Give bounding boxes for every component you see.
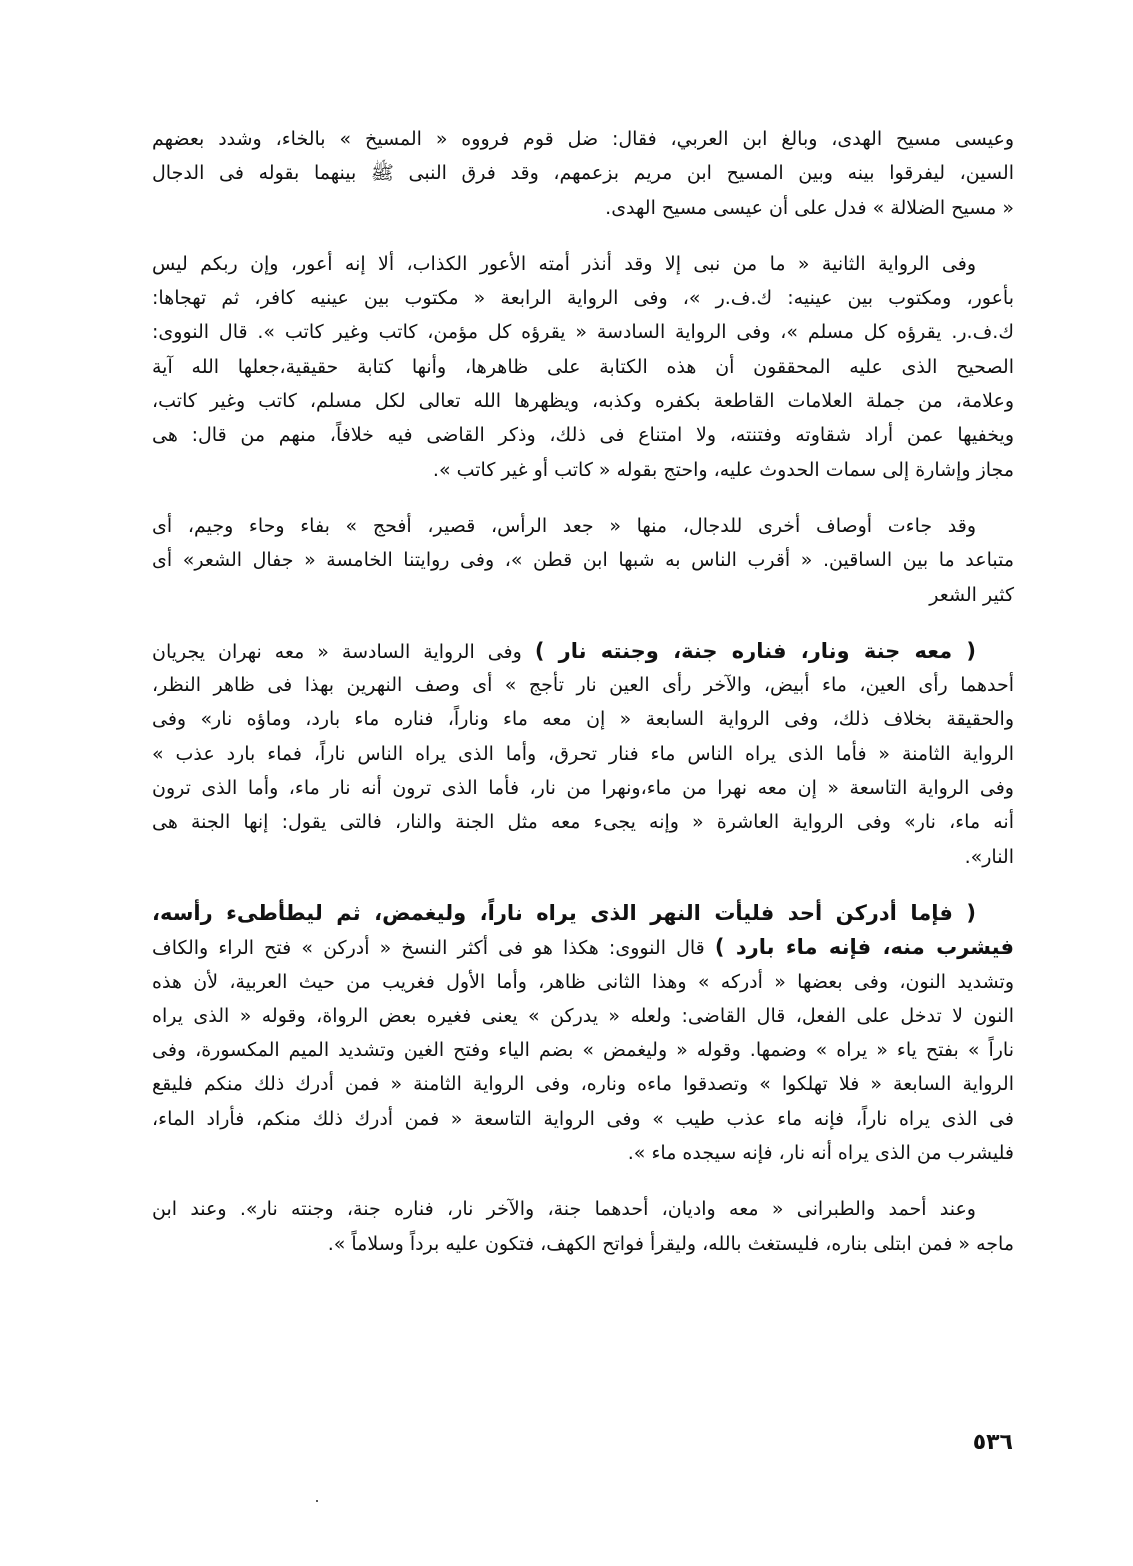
body-text: ماجه « فمن ابتلى بناره، فليستغث بالله، وليقرأ فواتح الكهف، فتكون عليه برداً وسلاماً ». [327,1232,1014,1255]
body-text: وفى الرواية السادسة « معه نهران يجريان [152,640,535,663]
text-line [152,281,1014,315]
body-text: قال النووى: هكذا هو فى أكثر النسخ « أدركن » فتح الراء والكاف [152,937,715,960]
paragraph [152,122,1014,225]
text-line [152,509,1014,543]
document-body [152,122,1014,1261]
body-text: وعيسى مسيح الهدى، وبالغ ابن العربي، فقال: ضل قوم فرووه « المسيخ » بالخاء، وشدد بعضهم [152,128,1014,150]
text-line [152,930,1014,964]
text-line [152,771,1014,805]
body-text: السين، ليفرقوا بينه وبين المسيح ابن مريم بزعمهم، وقد فرق النبى ﷺ بينهما بقوله فى الدجال [152,162,1014,185]
text-line [152,737,1014,771]
text-line [152,543,1014,577]
body-text: والحقيقة بخلاف ذلك، وفى الرواية السابعة « إن معه ماء وناراً، فناره ماء بارد، وماؤه نار» وفى [152,708,1014,731]
text-line [152,634,1014,668]
bold-hadith-text: ( معه جنة ونار، فناره جنة، وجنته نار ) [534,638,976,663]
text-line [152,384,1014,418]
body-text: النار». [964,845,1014,868]
paragraph [152,509,1014,612]
text-line [152,418,1014,452]
text-line [152,315,1014,349]
body-text: كثير الشعر [929,583,1014,606]
scan-speck [316,1500,318,1502]
text-line [152,453,1014,487]
body-text: النون لا تدخل على الفعل، قال القاضى: ولعله « يدركن » يعنى فغيره بعض الرواة، وقوله « الذى يراه [152,1004,1014,1027]
text-line [152,1067,1014,1101]
text-line [152,247,1014,281]
body-text: الرواية الثامنة « فأما الذى يراه الناس ماء فنار تحرق، وأما الذى يراه الناس ناراً، فماء بارد عذب » [152,742,1014,765]
bold-hadith-text: فيشرب منه، فإنه ماء بارد ) [714,935,1014,960]
body-text: وقد جاءت أوصاف أخرى للدجال، منها « جعد الرأس، قصير، أفحج » بفاء وحاء وجيم، أى [152,514,976,537]
paragraph [152,634,1014,874]
body-text: وتشديد النون، وفى بعضها « أدركه » وهذا الثانى ظاهر، وأما الأول فغريب من حيث العربية، لأن هذه [152,970,1014,993]
text-line [152,805,1014,839]
paragraph [152,896,1014,1170]
text-line [152,702,1014,736]
text-line [152,578,1014,612]
text-line [152,1227,1014,1261]
text-line [152,1102,1014,1136]
body-text: وعلامة، من جملة العلامات القاطعة بكفره وكذبه، ويظهرها الله تعالى لكل مسلم، كاتب وغير كاتب، [152,390,1014,413]
bold-hadith-text: ( فإما أدركن أحد فليأت النهر الذى يراه ناراً، وليغمض، ثم ليطأطىء رأسه، [152,900,976,925]
text-line [152,1192,1014,1226]
text-line [152,1136,1014,1170]
body-text: وعند أحمد والطبرانى « معه واديان، أحدهما جنة، والآخر نار، فناره جنة، وجنته نار». وعند ابن [152,1198,976,1221]
body-text: مجاز وإشارة إلى سمات الحدوث عليه، واحتج بقوله « كاتب أو غير كاتب ». [432,458,1014,481]
body-text: بأعور، ومكتوب بين عينيه: ك.ف.ر »، وفى الرواية الرابعة « مكتوب بين عينيه كافر، ثم تهجاها: [152,287,1014,310]
body-text: ويخفيها عمن أراد شقاوته وفتنته، ولا امتناع فى ذلك، وذكر القاضى فيه خلافاً، منهم من قال: هى [152,424,1014,447]
text-line [152,840,1014,874]
body-text: وفى الرواية التاسعة « إن معه نهرا من ماء،ونهرا من نار، فأما الذى ترون أنه نار ماء، وأما الذى ترون [152,777,1014,800]
body-text: وفى الرواية الثانية « ما من نبى إلا وقد أنذر أمته الأعور الكذاب، ألا إنه أعور، وإن ربكم ليس [152,252,976,275]
text-line [152,350,1014,384]
paragraph [152,1192,1014,1261]
body-text: الصحيح الذى عليه المحققون أن هذه الكتابة على ظاهرها، وأنها كتابة حقيقية،جعلها الله آية [152,355,1014,378]
body-text: ك.ف.ر. يقرؤه كل مسلم »، وفى الرواية السادسة « يقرؤه كل مؤمن، كاتب وغير كاتب ». قال النووى: [152,321,1014,344]
body-text: متباعد ما بين الساقين. « أقرب الناس به شبها ابن قطن »، وفى روايتنا الخامسة « جفال الشعر» أى [152,549,1014,572]
text-line [152,156,1014,190]
body-text: « مسيح الضلالة » فدل على أن عيسى مسيح الهدى. [605,196,1014,219]
text-line [152,1033,1014,1067]
paragraph [152,247,1014,487]
body-text: فليشرب من الذى يراه أنه نار، فإنه سيجده ماء ». [627,1142,1014,1165]
body-text: ناراً » بفتح ياء « يراه » وضمها. وقوله « وليغمض » بضم الياء وفتح الغين وتشديد الميم المكسورة، وفى [152,1039,1014,1062]
body-text: أنه ماء، نار» وفى الرواية العاشرة « وإنه يجىء معه مثل الجنة والنار، فالتى يقول: إنها الجنة هى [152,811,1014,834]
text-line [152,965,1014,999]
text-line [152,999,1014,1033]
body-text: فى الذى يراه ناراً، فإنه ماء عذب طيب » وفى الرواية التاسعة « فمن أدرك ذلك منكم، فأراد الماء، [152,1107,1014,1130]
page-number: ٥٣٦ [972,1430,1013,1455]
text-line [152,668,1014,702]
body-text: أحدهما رأى العين، ماء أبيض، والآخر رأى العين نار تأجج » أى وصف النهرين بهذا فى ظاهر النظر، [152,674,1014,697]
text-line [152,191,1014,225]
text-line [152,896,1014,930]
text-line [152,122,1014,156]
body-text: الرواية السابعة « فلا تهلكوا » وتصدقوا ماءه وناره، وفى الرواية الثامنة « فمن أدرك ذلك منكم فليقع [152,1073,1014,1096]
